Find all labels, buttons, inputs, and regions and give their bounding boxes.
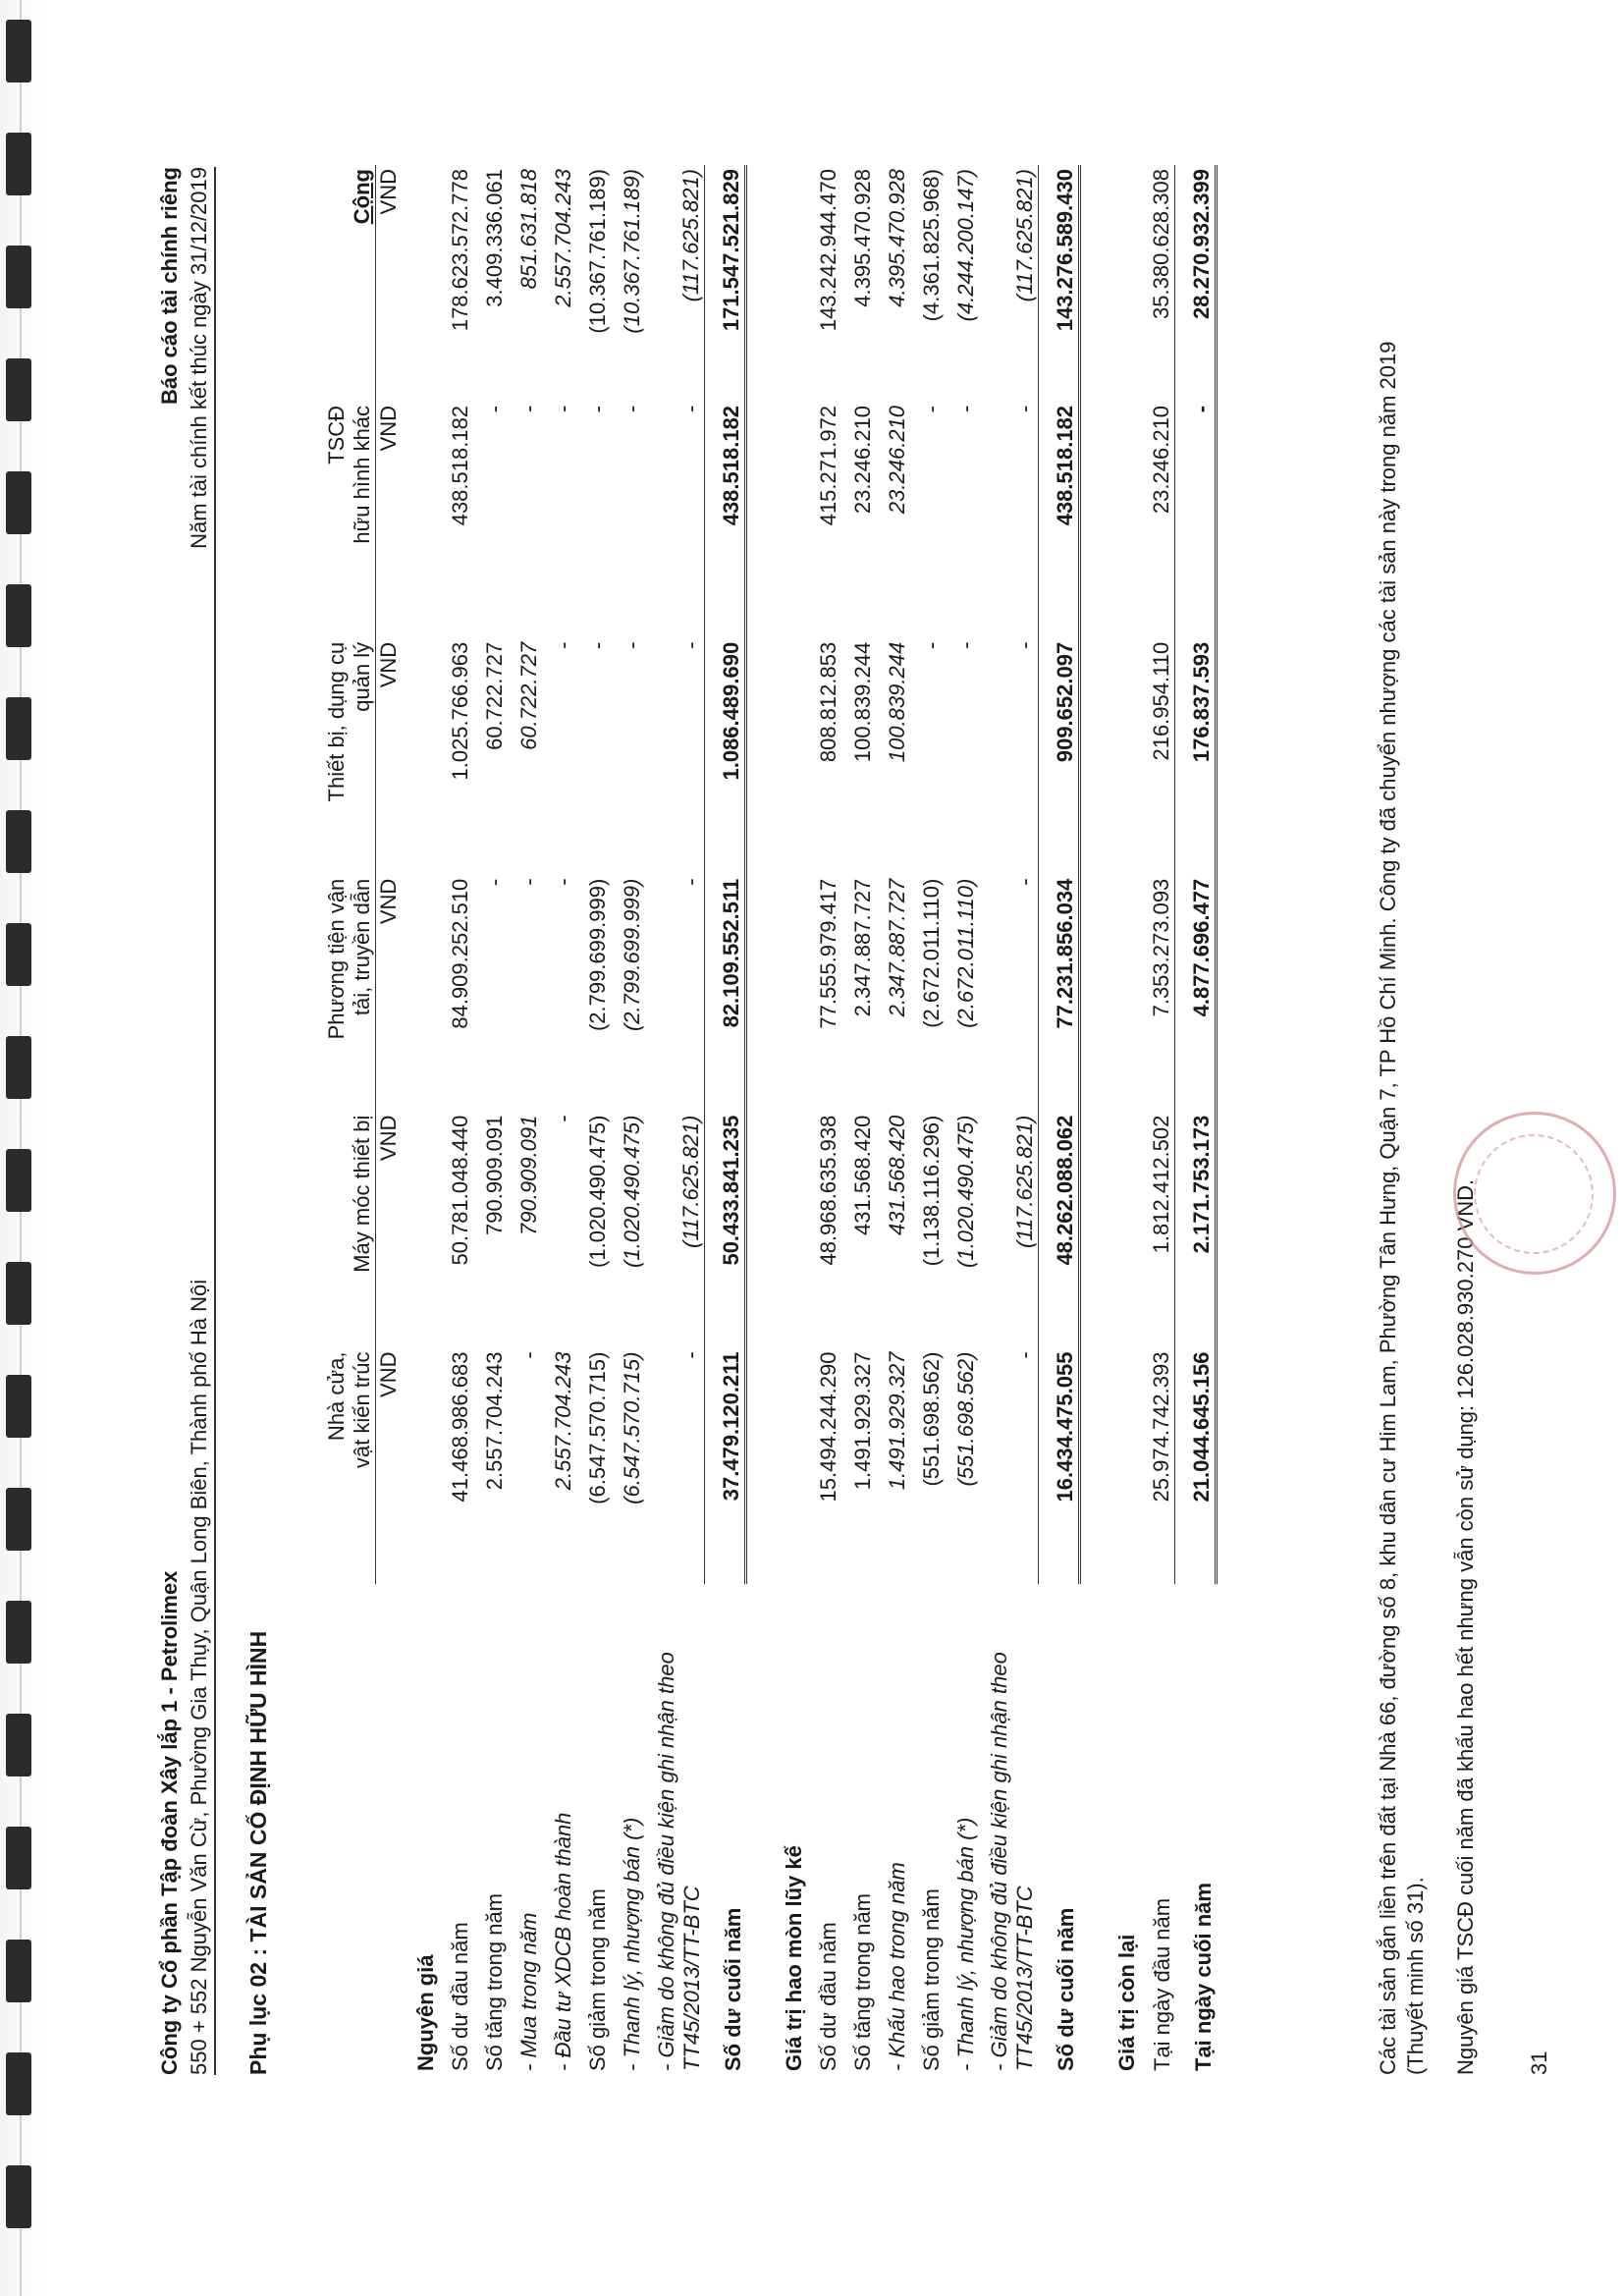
row-value — [402, 875, 439, 1112]
row-value: - — [585, 641, 610, 650]
row-value: (1.138.116.296) — [918, 1115, 944, 1267]
row-value: 176.837.593 — [1175, 638, 1217, 875]
row-value: 143.276.589.430 — [1038, 165, 1079, 402]
table-row — [841, 165, 876, 2075]
row-value: - — [678, 641, 703, 650]
row-value: - — [482, 878, 507, 887]
row-label: - Thanh lý, nhượng bán (*) — [952, 1817, 978, 2071]
row-value: 1.086.489.690 — [705, 638, 746, 875]
row-value: 1.025.766.963 — [448, 641, 472, 781]
row-value: - — [918, 405, 944, 413]
section-spacer — [1079, 165, 1103, 2075]
row-value: 7.353.273.093 — [1149, 878, 1173, 1017]
row-value: - — [1011, 641, 1037, 650]
row-value: 431.568.420 — [884, 1115, 909, 1235]
row-value: 790.909.091 — [516, 1115, 541, 1235]
column-unit: VND — [376, 638, 403, 875]
row-value — [1103, 1348, 1140, 1585]
row-value: 2.557.704.243 — [482, 1351, 507, 1491]
section-title-row — [1103, 165, 1140, 2075]
row-value: 23.246.210 — [849, 405, 875, 515]
row-value: 790.909.091 — [482, 1115, 507, 1235]
row-label: Nguyên giá — [413, 1954, 438, 2071]
row-value: (551.698.562) — [952, 1351, 978, 1487]
company-seal-stamp — [1453, 1112, 1616, 1275]
row-value: - — [620, 405, 644, 413]
row-value: - — [482, 405, 507, 413]
row-value — [1103, 402, 1140, 638]
total-row — [1175, 165, 1217, 2075]
row-value: - — [585, 405, 610, 413]
column-header-line2: tải, truyền dẫn — [350, 878, 374, 1016]
row-value: (117.625.821) — [678, 169, 703, 302]
row-value: (2.672.011.110) — [952, 878, 978, 1028]
row-value: 15.494.244.290 — [815, 1351, 840, 1503]
column-unit: VND — [376, 402, 403, 638]
table-row — [576, 165, 611, 2075]
row-value: - — [1175, 402, 1217, 638]
column-header-line1: Thiết bị, dụng cụ — [324, 641, 349, 802]
row-value: - — [551, 405, 575, 413]
column-header-line2: hữu hình khác — [350, 405, 374, 544]
column-header-line1 — [324, 1112, 350, 1348]
row-label: Giá trị còn lại — [1114, 1934, 1139, 2071]
row-value — [402, 1112, 439, 1348]
table-row — [807, 165, 841, 2075]
column-header-line2: quản lý — [350, 641, 374, 712]
row-value: 171.547.521.829 — [705, 165, 746, 402]
row-value: - — [620, 641, 644, 650]
column-header-line2: Cộng — [350, 169, 374, 225]
company-name: Công ty Cổ phần Tập đoàn Xây lắp 1 - Petrolimex — [157, 1570, 182, 2075]
row-value: - — [516, 878, 541, 887]
row-value: (1.020.490.475) — [952, 1115, 978, 1268]
row-value: 100.839.244 — [884, 641, 909, 763]
table-row — [508, 165, 542, 2075]
row-label: - Giảm do không đủ điều kiện ghi nhận theo TT45/2013/TT-BTC — [653, 1652, 704, 2071]
row-value: 23.246.210 — [1149, 405, 1173, 515]
row-value: 1.491.929.327 — [849, 1351, 875, 1491]
row-value: 60.722.727 — [516, 641, 541, 750]
row-value — [1103, 165, 1140, 402]
row-value: 808.812.853 — [815, 641, 840, 763]
row-value: 35.380.628.308 — [1149, 169, 1173, 319]
row-value — [770, 402, 807, 638]
row-value: 77.555.979.417 — [815, 878, 840, 1029]
table-row — [439, 165, 473, 2075]
column-header-line2: vật kiến trúc — [350, 1351, 374, 1469]
row-value: 4.877.696.477 — [1175, 875, 1217, 1112]
row-value: 21.044.645.156 — [1175, 1348, 1217, 1585]
column-unit: VND — [376, 165, 403, 402]
total-row — [1038, 165, 1079, 2075]
row-value: 2.171.753.173 — [1175, 1112, 1217, 1348]
row-value: - — [678, 405, 703, 413]
row-value: 909.652.097 — [1038, 638, 1079, 875]
table-row — [611, 165, 645, 2075]
table-row — [979, 165, 1039, 2075]
row-value: (2.672.011.110) — [918, 878, 944, 1028]
row-value: 415.271.972 — [815, 405, 840, 526]
section-spacer — [746, 165, 770, 2075]
row-value: 82.109.552.511 — [705, 875, 746, 1112]
row-value: - — [678, 878, 703, 887]
row-value: 2.557.704.243 — [551, 169, 575, 307]
note-fully-depreciated: Nguyên giá TSCĐ cuối năm đã khấu hao hết nhưng vẫn còn sử dụng: 126.028.930.270 VND. — [1453, 1178, 1478, 2075]
fixed-assets-table — [324, 165, 1218, 2075]
table-row — [473, 165, 508, 2075]
row-value: 28.270.932.399 — [1175, 165, 1217, 402]
column-header-line2: Máy móc thiết bị — [350, 1115, 374, 1273]
row-value: - — [1011, 878, 1037, 887]
row-value — [770, 875, 807, 1112]
row-value — [402, 165, 439, 402]
row-value: 2.557.704.243 — [551, 1351, 575, 1491]
section-title-row — [770, 165, 807, 2075]
row-label: - Mua trong năm — [516, 1912, 541, 2071]
row-value: (551.698.562) — [918, 1351, 944, 1487]
row-value — [402, 1348, 439, 1585]
row-value: 3.409.336.061 — [482, 169, 507, 307]
row-value: - — [551, 878, 575, 887]
table-row — [945, 165, 979, 2075]
row-value: (1.020.490.475) — [585, 1115, 610, 1268]
column-header-line1: Phương tiện vận — [324, 878, 349, 1040]
appendix-title: Phụ lục 02 : TÀI SẢN CỐ ĐỊNH HỮU HÌNH — [245, 1630, 271, 2075]
row-value: (10.367.761.189) — [585, 169, 610, 334]
row-value: (2.799.699.999) — [620, 878, 644, 1032]
row-value: 1.812.412.502 — [1149, 1115, 1173, 1254]
table-row — [645, 165, 705, 2075]
row-value: 37.479.120.211 — [705, 1348, 746, 1585]
row-label: Số tăng trong năm — [849, 1892, 875, 2071]
row-value: 4.395.470.928 — [884, 169, 909, 307]
row-value — [402, 638, 439, 875]
header-divider — [214, 167, 216, 2075]
row-label: Tại ngày đầu năm — [1149, 1897, 1174, 2071]
row-value: 438.518.182 — [1038, 402, 1079, 638]
row-value: 2.347.887.727 — [849, 878, 875, 1017]
row-value: - — [952, 641, 978, 650]
row-value — [770, 1112, 807, 1348]
row-label: Số giảm trong năm — [585, 1888, 610, 2071]
row-value — [402, 402, 439, 638]
row-value: (4.361.825.968) — [918, 169, 944, 322]
column-unit: VND — [376, 875, 403, 1112]
row-value: 438.518.182 — [448, 405, 472, 526]
table-body — [402, 165, 1217, 2075]
row-value: - — [551, 1115, 575, 1122]
row-value: (6.547.570.715) — [585, 1351, 610, 1504]
row-label: Số dư cuối năm — [1054, 1907, 1078, 2071]
row-label: Giá trị hao mòn lũy kế — [781, 1845, 806, 2071]
row-value: 50.433.841.235 — [705, 1112, 746, 1348]
row-value: 41.468.986.683 — [448, 1351, 472, 1503]
row-value: - — [952, 405, 978, 413]
row-value: (117.625.821) — [1011, 1115, 1037, 1248]
row-label: - Giảm do không đủ điều kiện ghi nhận theo TT45/2013/TT-BTC — [987, 1652, 1037, 2071]
row-label: Số giảm trong năm — [918, 1888, 944, 2071]
row-label: - Khấu hao trong năm — [884, 1862, 909, 2071]
row-label: Tại ngày cuối năm — [1190, 1883, 1216, 2071]
section-title-row — [402, 165, 439, 2075]
page-number: 31 — [1527, 2050, 1551, 2075]
row-value: 216.954.110 — [1149, 641, 1173, 761]
row-value: - — [1011, 405, 1037, 413]
table-row — [1140, 165, 1175, 2075]
row-value: 77.231.856.034 — [1038, 875, 1079, 1112]
report-title: Báo cáo tài chính riêng — [157, 167, 182, 406]
row-value: 84.909.252.510 — [448, 878, 472, 1029]
note-asset-transfer: Các tài sản gắn liền trên đất tại Nhà 66, đường số 8, khu dân cư Him Lam, Phường Tân Hưng, Quận 7, TP Hồ Chí Minh. Công ty đã chuyển nhượng các tài sản này trong năm 2019 (Thuyết minh số 31). — [1376, 341, 1428, 2075]
row-value: - — [516, 1351, 541, 1359]
row-value: - — [678, 1351, 703, 1359]
row-value: (117.625.821) — [1011, 169, 1037, 302]
row-value: - — [918, 641, 944, 650]
row-value — [1103, 1112, 1140, 1348]
table-row — [910, 165, 945, 2075]
row-value: 25.974.742.393 — [1149, 1351, 1173, 1503]
row-label: Số tăng trong năm — [482, 1892, 507, 2071]
row-value: (1.020.490.475) — [620, 1115, 644, 1268]
row-value: 16.434.475.055 — [1038, 1348, 1079, 1585]
column-unit: VND — [376, 1112, 403, 1348]
row-value — [1103, 875, 1140, 1112]
row-label: - Đầu tư XDCB hoàn thành — [551, 1812, 575, 2071]
row-value: - — [551, 641, 575, 650]
row-value: - — [516, 405, 541, 413]
total-row — [705, 165, 746, 2075]
table-header — [324, 165, 402, 2075]
row-value: (2.799.699.999) — [585, 878, 610, 1032]
row-value: 60.722.727 — [482, 641, 507, 750]
row-label: Số dư đầu năm — [815, 1922, 840, 2071]
row-value: 1.491.929.327 — [884, 1351, 909, 1491]
row-value — [770, 638, 807, 875]
row-value: 178.623.572.778 — [448, 169, 472, 332]
column-header-line1: TSCĐ — [324, 405, 349, 465]
row-value: 48.262.088.062 — [1038, 1112, 1079, 1348]
row-label: Số dư đầu năm — [448, 1922, 472, 2071]
row-value: 50.781.048.440 — [448, 1115, 472, 1266]
column-unit: VND — [376, 1348, 403, 1585]
company-address: 550 + 552 Nguyễn Văn Cừ, Phường Gia Thụy, Quận Long Biên, Thành phố Hà Nội — [187, 1279, 211, 2075]
row-value: (6.547.570.715) — [620, 1351, 644, 1504]
row-value: (117.625.821) — [678, 1115, 703, 1248]
row-label: Số dư cuối năm — [720, 1907, 745, 2071]
row-value — [770, 1348, 807, 1585]
table-row — [542, 165, 576, 2075]
row-value — [1103, 638, 1140, 875]
row-value: (10.367.761.189) — [620, 169, 644, 334]
row-value — [770, 165, 807, 402]
row-value: 851.631.818 — [516, 169, 541, 290]
row-value: - — [1011, 1351, 1037, 1359]
row-value: (4.244.200.147) — [952, 169, 978, 322]
row-value: 100.839.244 — [849, 641, 875, 763]
column-header-line1 — [324, 165, 350, 402]
row-value: 431.568.420 — [849, 1115, 875, 1235]
row-label: - Thanh lý, nhượng bán (*) — [620, 1817, 644, 2071]
row-value: 23.246.210 — [884, 405, 909, 515]
row-value: 2.347.887.727 — [884, 878, 909, 1017]
table-row — [876, 165, 910, 2075]
column-header-line1: Nhà cửa, — [324, 1351, 349, 1442]
row-value: 4.395.470.928 — [849, 169, 875, 307]
row-value: 438.518.182 — [705, 402, 746, 638]
row-value: 143.242.944.470 — [815, 169, 840, 332]
row-value: 48.968.635.938 — [815, 1115, 840, 1266]
report-period: Năm tài chính kết thúc ngày 31/12/2019 — [187, 167, 211, 549]
